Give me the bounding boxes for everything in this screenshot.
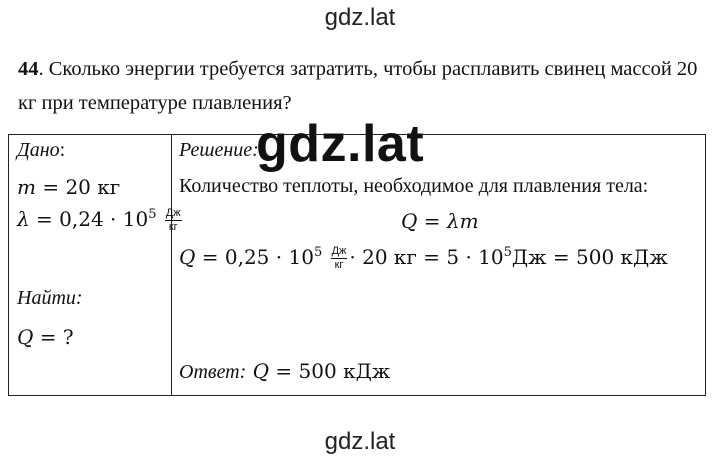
calc-q: Q bbox=[179, 245, 196, 269]
calc-unit-numerator: Дж bbox=[331, 245, 347, 257]
formula-lambda-m: λm bbox=[446, 209, 479, 233]
calc-part-1: = 0,25 · 10 bbox=[195, 245, 314, 269]
answer-value: = 500 кДж bbox=[269, 359, 391, 383]
solution-intro: Количество теплоты, необходимое для плавления тела: bbox=[179, 175, 649, 197]
given-heading-label: Дано bbox=[17, 139, 60, 161]
answer-line bbox=[179, 359, 390, 384]
watermark-top: gdz.lat bbox=[324, 4, 396, 31]
mass-value: = 20 кг bbox=[35, 175, 121, 199]
given-heading-colon: : bbox=[59, 139, 66, 161]
lambda-unit-fraction bbox=[165, 207, 182, 234]
find-variable: Q bbox=[17, 325, 34, 349]
lambda-exponent: 5 bbox=[148, 207, 157, 222]
lambda-unit-numerator: Дж bbox=[165, 207, 181, 219]
calc-part-2: · 20 кг = 5 · 10 bbox=[349, 245, 504, 269]
answer-q: Q bbox=[252, 359, 270, 383]
formula-equals: = bbox=[417, 209, 447, 233]
calc-part-3: Дж = 500 кДж bbox=[511, 245, 668, 269]
solution-table bbox=[8, 134, 706, 396]
lambda-unit-denominator: кг bbox=[168, 221, 178, 233]
solution-heading: Решение: bbox=[179, 139, 259, 161]
formula-line bbox=[401, 209, 479, 233]
watermark-bottom: gdz.lat bbox=[324, 428, 396, 455]
watermark-center: gdz.lat bbox=[256, 115, 425, 173]
find-heading: Найти: bbox=[17, 287, 83, 309]
column-divider bbox=[171, 135, 172, 395]
calculation-line bbox=[179, 245, 668, 272]
calc-unit-fraction bbox=[331, 245, 348, 272]
calc-unit-denominator: кг bbox=[334, 259, 344, 271]
problem-statement bbox=[18, 52, 698, 120]
problem-number: 44 bbox=[18, 58, 39, 80]
answer-label: Ответ: bbox=[179, 361, 247, 383]
lambda-coefficient: = 0,24 · 10 bbox=[29, 207, 149, 231]
given-lambda bbox=[17, 207, 184, 234]
calc-exponent-2: 5 bbox=[503, 245, 512, 260]
calc-exponent-1: 5 bbox=[313, 245, 323, 260]
problem-text: . Сколько энергии требуется затратить, чтобы расплавить свинец массой 20 кг при температуре плавления? bbox=[18, 58, 698, 114]
find-value: = ? bbox=[33, 325, 74, 349]
given-heading bbox=[17, 139, 65, 162]
lambda-variable: λ bbox=[17, 207, 30, 231]
formula-q: Q bbox=[401, 209, 418, 233]
find-unknown bbox=[17, 325, 74, 349]
mass-variable: m bbox=[17, 175, 36, 199]
given-mass bbox=[17, 175, 120, 199]
